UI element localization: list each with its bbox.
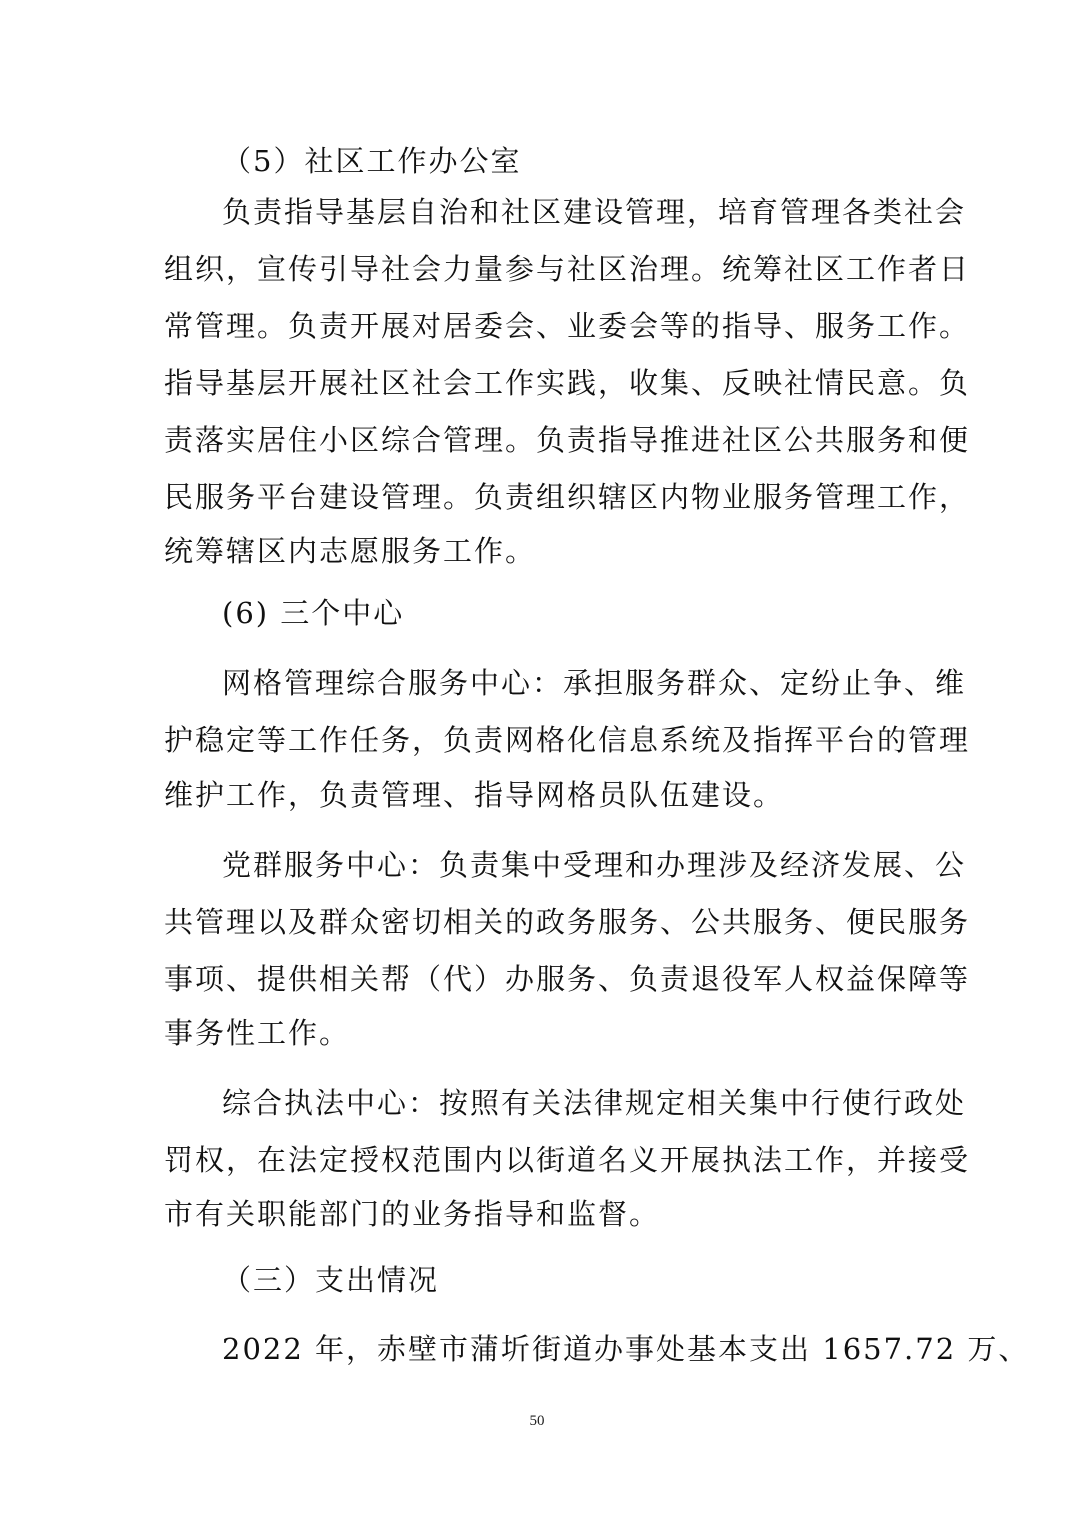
party-center-line-2: 共管理以及群众密切相关的政务服务、公共服务、便民服务 [164,905,971,939]
section-5-line-4: 指导基层开展社区社会工作实践，收集、反映社情民意。负 [164,366,971,400]
party-center-line-3: 事项、提供相关帮（代）办服务、负责退役军人权益保障等 [164,962,971,996]
grid-center-line-3: 维护工作，负责管理、指导网格员队伍建设。 [164,778,785,812]
party-center-line-1: 党群服务中心：负责集中受理和办理涉及经济发展、公 [222,848,967,882]
section-three-heading: （三）支出情况 [222,1263,440,1297]
section-5-heading: （5）社区工作办公室 [222,144,522,178]
section-6-heading: (6) 三个中心 [222,596,405,630]
enforcement-center-line-3: 市有关职能部门的业务指导和监督。 [164,1197,661,1231]
section-5-line-6: 民服务平台建设管理。负责组织辖区内物业服务管理工作， [164,480,971,514]
section-5-line-3: 常管理。负责开展对居委会、业委会等的指导、服务工作。 [164,309,971,343]
expenditure-line-1: 2022 年，赤壁市蒲圻街道办事处基本支出 1657.72 万、 [222,1332,1030,1366]
page-number: 50 [529,1413,545,1429]
grid-center-line-1: 网格管理综合服务中心：承担服务群众、定纷止争、维 [222,666,967,700]
section-5-line-1: 负责指导基层自治和社区建设管理，培育管理各类社会 [222,195,967,229]
section-5-line-2: 组织，宣传引导社会力量参与社区治理。统筹社区工作者日 [164,252,971,286]
enforcement-center-line-2: 罚权，在法定授权范围内以街道名义开展执法工作，并接受 [164,1143,971,1177]
section-5-line-5: 责落实居住小区综合管理。负责指导推进社区公共服务和便 [164,423,971,457]
section-5-line-7: 统筹辖区内志愿服务工作。 [164,534,537,568]
party-center-line-4: 事务性工作。 [164,1016,351,1050]
grid-center-line-2: 护稳定等工作任务，负责网格化信息系统及指挥平台的管理 [164,723,971,757]
enforcement-center-line-1: 综合执法中心：按照有关法律规定相关集中行使行政处 [222,1086,967,1120]
